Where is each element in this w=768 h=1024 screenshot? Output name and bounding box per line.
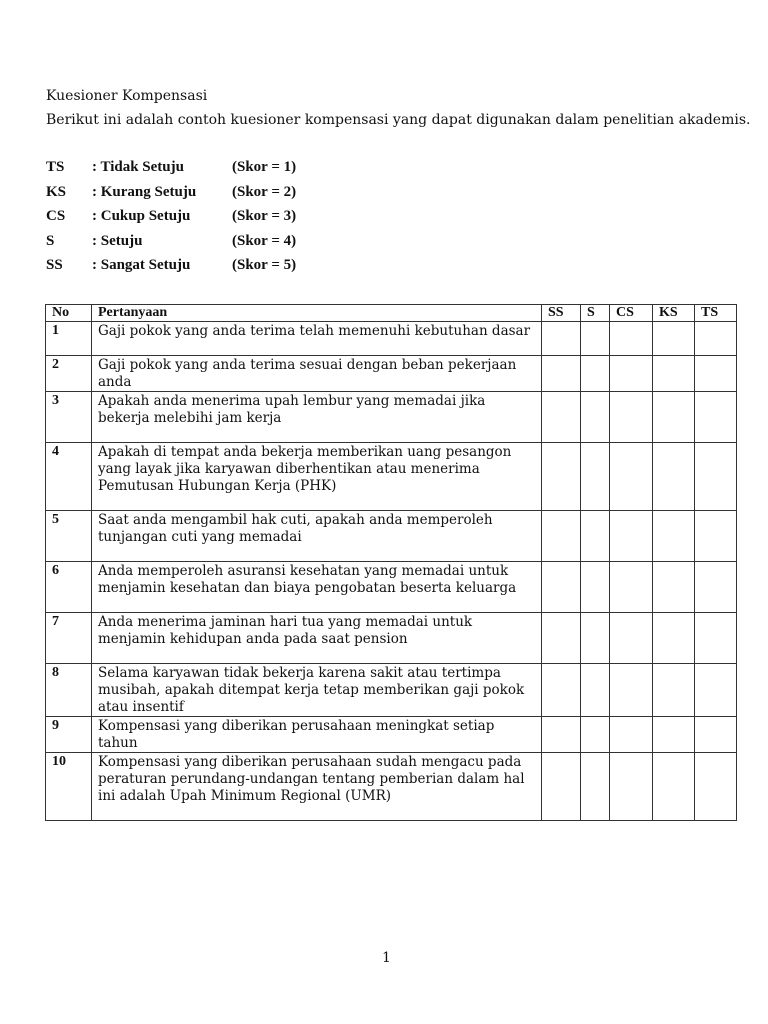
table-row — [46, 322, 737, 356]
answer-cell-cs[interactable] — [610, 392, 653, 443]
legend-code: TS — [46, 159, 65, 175]
table-row — [46, 717, 737, 753]
header-no: No — [46, 305, 92, 322]
answer-cell-ks[interactable] — [653, 443, 695, 511]
answer-cell-ss[interactable] — [542, 717, 581, 753]
question-text: Anda memperoleh asuransi kesehatan yang memadai untuk menjamin kesehatan dan biaya pengobatan beserta keluarga — [92, 562, 542, 613]
answer-cell-ss[interactable] — [542, 511, 581, 562]
row-number: 2 — [46, 356, 92, 392]
row-number: 4 — [46, 443, 92, 511]
answer-cell-ss[interactable] — [542, 753, 581, 821]
answer-cell-ts[interactable] — [695, 717, 737, 753]
answer-cell-ss[interactable] — [542, 356, 581, 392]
answer-cell-ks[interactable] — [653, 753, 695, 821]
legend-label: : Setuju — [92, 232, 143, 249]
answer-cell-s[interactable] — [581, 717, 610, 753]
header-question: Pertanyaan — [92, 305, 542, 322]
answer-cell-ts[interactable] — [695, 443, 737, 511]
answer-cell-cs[interactable] — [610, 562, 653, 613]
question-text: Gaji pokok yang anda terima telah memenuhi kebutuhan dasar — [92, 322, 542, 356]
answer-cell-ts[interactable] — [695, 322, 737, 356]
answer-cell-ss[interactable] — [542, 664, 581, 717]
row-number: 5 — [46, 511, 92, 562]
row-number: 6 — [46, 562, 92, 613]
question-text: Selama karyawan tidak bekerja karena sakit atau tertimpa musibah, apakah ditempat kerja tetap memberikan gaji pokok atau insentif — [92, 664, 542, 717]
answer-cell-s[interactable] — [581, 511, 610, 562]
page-title: Kuesioner Kompensasi — [46, 88, 208, 104]
table-row — [46, 356, 737, 392]
legend-code: KS — [46, 183, 67, 200]
questionnaire-table — [45, 304, 737, 821]
legend-label: : Cukup Setuju — [92, 208, 191, 224]
answer-cell-ts[interactable] — [695, 613, 737, 664]
answer-cell-cs[interactable] — [610, 322, 653, 356]
table-row — [46, 664, 737, 717]
table-row — [46, 562, 737, 613]
answer-cell-cs[interactable] — [610, 443, 653, 511]
answer-cell-ks[interactable] — [653, 613, 695, 664]
legend-score: (Skor = 3) — [232, 208, 297, 224]
legend-code: CS — [46, 208, 66, 224]
answer-cell-s[interactable] — [581, 322, 610, 356]
legend-code: SS — [46, 257, 63, 273]
question-text: Saat anda mengambil hak cuti, apakah anda memperoleh tunjangan cuti yang memadai — [92, 511, 542, 562]
legend-score: (Skor = 5) — [232, 257, 297, 273]
row-number: 8 — [46, 664, 92, 717]
header-ks: KS — [653, 305, 695, 322]
intro-text: Berikut ini adalah contoh kuesioner kompensasi yang dapat digunakan dalam penelitian akademis. — [46, 112, 751, 128]
table-row — [46, 613, 737, 664]
answer-cell-s[interactable] — [581, 753, 610, 821]
question-text: Anda menerima jaminan hari tua yang memadai untuk menjamin kehidupan anda pada saat pension — [92, 613, 542, 664]
legend-label: : Kurang Setuju — [92, 183, 197, 200]
answer-cell-ts[interactable] — [695, 392, 737, 443]
answer-cell-ts[interactable] — [695, 753, 737, 821]
answer-cell-ks[interactable] — [653, 562, 695, 613]
answer-cell-s[interactable] — [581, 356, 610, 392]
table-header-row — [46, 305, 737, 322]
question-text: Kompensasi yang diberikan perusahaan meningkat setiap tahun — [92, 717, 542, 753]
table-row — [46, 443, 737, 511]
question-text: Gaji pokok yang anda terima sesuai dengan beban pekerjaan anda — [92, 356, 542, 392]
answer-cell-s[interactable] — [581, 664, 610, 717]
legend-score: (Skor = 1) — [232, 159, 297, 175]
answer-cell-ks[interactable] — [653, 511, 695, 562]
row-number: 3 — [46, 392, 92, 443]
row-number: 7 — [46, 613, 92, 664]
legend-code: S — [46, 232, 55, 249]
answer-cell-s[interactable] — [581, 443, 610, 511]
answer-cell-ks[interactable] — [653, 664, 695, 717]
table-row — [46, 511, 737, 562]
answer-cell-cs[interactable] — [610, 356, 653, 392]
header-ts: TS — [695, 305, 737, 322]
answer-cell-ss[interactable] — [542, 322, 581, 356]
answer-cell-ks[interactable] — [653, 356, 695, 392]
answer-cell-ts[interactable] — [695, 664, 737, 717]
table-row — [46, 753, 737, 821]
answer-cell-ts[interactable] — [695, 356, 737, 392]
answer-cell-cs[interactable] — [610, 664, 653, 717]
page-number: 1 — [382, 950, 391, 966]
answer-cell-ks[interactable] — [653, 392, 695, 443]
legend-score: (Skor = 4) — [232, 232, 297, 249]
answer-cell-ks[interactable] — [653, 717, 695, 753]
legend-label: : Tidak Setuju — [92, 159, 184, 175]
answer-cell-ts[interactable] — [695, 511, 737, 562]
legend-label: : Sangat Setuju — [92, 257, 191, 273]
answer-cell-cs[interactable] — [610, 717, 653, 753]
answer-cell-s[interactable] — [581, 392, 610, 443]
answer-cell-ss[interactable] — [542, 613, 581, 664]
header-cs: CS — [610, 305, 653, 322]
answer-cell-ts[interactable] — [695, 562, 737, 613]
answer-cell-ss[interactable] — [542, 392, 581, 443]
answer-cell-ss[interactable] — [542, 562, 581, 613]
legend-score: (Skor = 2) — [232, 183, 297, 200]
question-text: Apakah anda menerima upah lembur yang memadai jika bekerja melebihi jam kerja — [92, 392, 542, 443]
answer-cell-ss[interactable] — [542, 443, 581, 511]
question-text: Apakah di tempat anda bekerja memberikan uang pesangon yang layak jika karyawan diberhentikan atau menerima Pemutusan Hubungan Kerja (PHK) — [92, 443, 542, 511]
header-ss: SS — [542, 305, 581, 322]
question-text: Kompensasi yang diberikan perusahaan sudah mengacu pada peraturan perundang-undangan tentang pemberian dalam hal ini adalah Upah Minimum Regional (UMR) — [92, 753, 542, 821]
answer-cell-cs[interactable] — [610, 613, 653, 664]
row-number: 10 — [46, 753, 92, 821]
answer-cell-s[interactable] — [581, 562, 610, 613]
answer-cell-cs[interactable] — [610, 753, 653, 821]
answer-cell-ks[interactable] — [653, 322, 695, 356]
answer-cell-cs[interactable] — [610, 511, 653, 562]
row-number: 1 — [46, 322, 92, 356]
header-s: S — [581, 305, 610, 322]
table-row — [46, 392, 737, 443]
answer-cell-s[interactable] — [581, 613, 610, 664]
row-number: 9 — [46, 717, 92, 753]
